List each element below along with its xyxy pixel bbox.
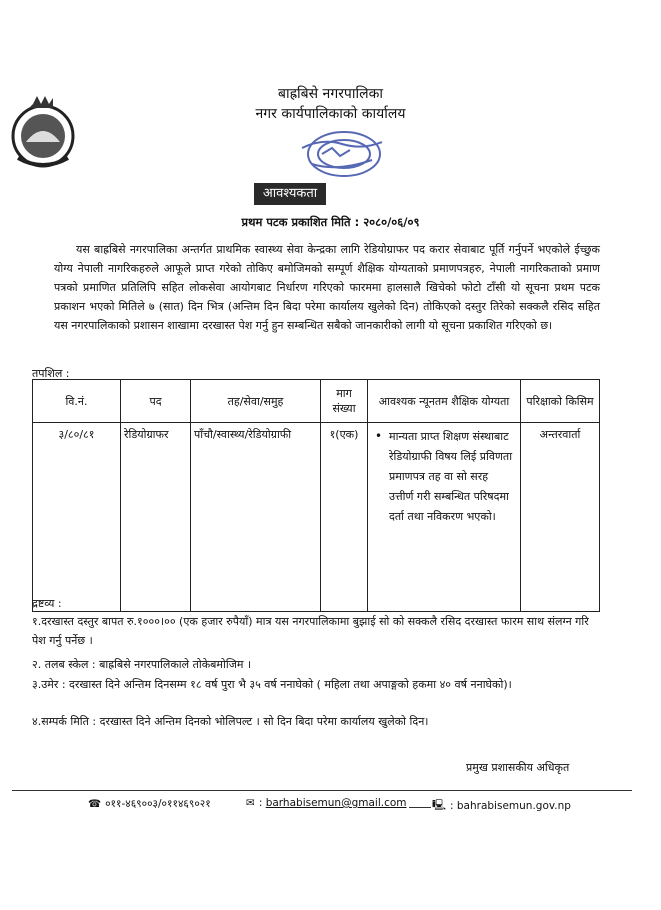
qualification-text: मान्यता प्राप्त शिक्षण संस्थाबाट रेडियोग्राफी विषय लिई प्रविणता प्रमाणपत्र तह वा सो सरह उत्तीर्ण गरी सम्बन्धित परिषदमा दर्ता तथा नविकरण भएको। — [389, 430, 513, 523]
publication-date: प्रथम पटक प्रकाशित मिति : २०८०/०६/०९ — [241, 215, 420, 229]
cell-qualification — [368, 423, 521, 612]
footer-divider — [12, 790, 632, 791]
header-serial: वि.नं. — [33, 380, 121, 423]
footer-website — [432, 797, 571, 815]
cell-category: पाँचौ/स्वास्थ्य/रेडियोग्राफी — [191, 423, 321, 612]
note-item: १.दरखास्त दस्तुर बापत रु.१०००।०० (एक हजार रुपैयाँ) मात्र यस नगरपालिकामा बुझाई सो को सक्कलै रसिद दरखास्त फारम साथ संलग्न गरि पेश गर्नु पर्नेछ । — [32, 615, 589, 647]
notes-label: द्रष्टव्य : — [32, 597, 62, 610]
envelope-icon: ✉ — [246, 797, 255, 809]
footer-email — [246, 797, 431, 809]
telephone-icon: ☎ — [88, 798, 102, 810]
header-qualification: आवश्यक न्यूनतम शैक्षिक योग्यता — [368, 380, 521, 423]
header-count: माग संख्या — [321, 380, 368, 423]
official-stamp-icon — [282, 124, 392, 180]
org-name: बाह्रबिसे नगरपालिका — [277, 86, 384, 102]
table-header-row — [33, 380, 600, 423]
bullet-icon: • — [375, 429, 383, 443]
email-underline — [409, 799, 431, 808]
cell-exam-type: अन्तरवार्ता — [521, 423, 600, 612]
details-label: तपशिल : — [32, 367, 70, 380]
header-post: पद — [121, 380, 191, 423]
footer-phone — [88, 797, 211, 811]
notice-heading: आवश्यकता — [254, 183, 326, 205]
cell-count: १(एक) — [321, 423, 368, 612]
note-item: ४.सम्पर्क मिति : दरखास्त दिने अन्तिम दिनको भोलिपल्ट । सो दिन बिदा परेमा कार्यालय खुलेको दिन। — [32, 715, 429, 728]
website-link[interactable]: : bahrabisemun.gov.np — [450, 800, 571, 812]
email-link[interactable]: barhabisemun@gmail.com — [265, 797, 407, 809]
email-prefix: : — [258, 797, 263, 809]
header-exam-type: परिक्षाको किसिम — [521, 380, 600, 423]
vacancy-table — [32, 379, 600, 612]
phone-text: ०११-४६९००३/०११४६९०२१ — [105, 798, 211, 810]
table-row — [33, 423, 600, 612]
cell-serial: ३/८०/८१ — [33, 423, 121, 612]
note-item: २. तलब स्केल : बाह्रबिसे नगरपालिकाले तोकेबमोजिम । — [32, 658, 252, 671]
notice-body — [54, 240, 600, 335]
note-item: ३.उमेर : दरखास्त दिने अन्तिम दिनसम्म १८ वर्ष पुरा भै ३५ वर्ष ननाघेको ( महिला तथा अपाङ्गको हकमा ४० वर्ष ननाघेको)। — [32, 678, 512, 691]
header-category: तह/सेवा/समुह — [191, 380, 321, 423]
computer-icon: 🖳 — [432, 799, 447, 811]
office-name: नगर कार्यपालिकाको कार्यालय — [255, 106, 406, 122]
notice-paragraph: यस बाह्रबिसे नगरपालिका अन्तर्गत प्राथमिक स्वास्थ्य सेवा केन्द्रका लागि रेडियोग्राफर पद करार सेवाबाट पूर्ति गर्नुपर्ने भएकोले ईच्छुक योग्य नेपाली नागरिकहरुले आफूले प्राप्त गरेको तोकिए बमोजिमको सम्पूर्ण शैक्षिक योग्यताको प्रमाणपत्रहरु, नेपाली नागरिकताको प्रमाण पत्रको प्रमाणित प्रतिलिपि सहित लोकसेवा आयोगबाट निर्धारण गरिएको फारममा हालसालै खिचेको फोटो टाँसी यो सूचना प्रथम पटक प्रकाशन भएको मितिले ७ (सात) दिन भित्र (अन्तिम दिन बिदा परेमा कार्यालय खुलेको दिन) तोकिएको दस्तुर तिरेको सक्कलै रसिद सहित यस नगरपालिकाको प्रशासन शाखामा दरखास्त पेश गर्नु हुन सम्बन्धित सबैको जानकारीको लागी यो सूचना प्रकाशित गरिएको छ। — [54, 243, 600, 332]
signatory: प्रमुख प्रशासकीय अधिकृत — [466, 761, 570, 774]
cell-post: रेडियोग्राफर — [121, 423, 191, 612]
